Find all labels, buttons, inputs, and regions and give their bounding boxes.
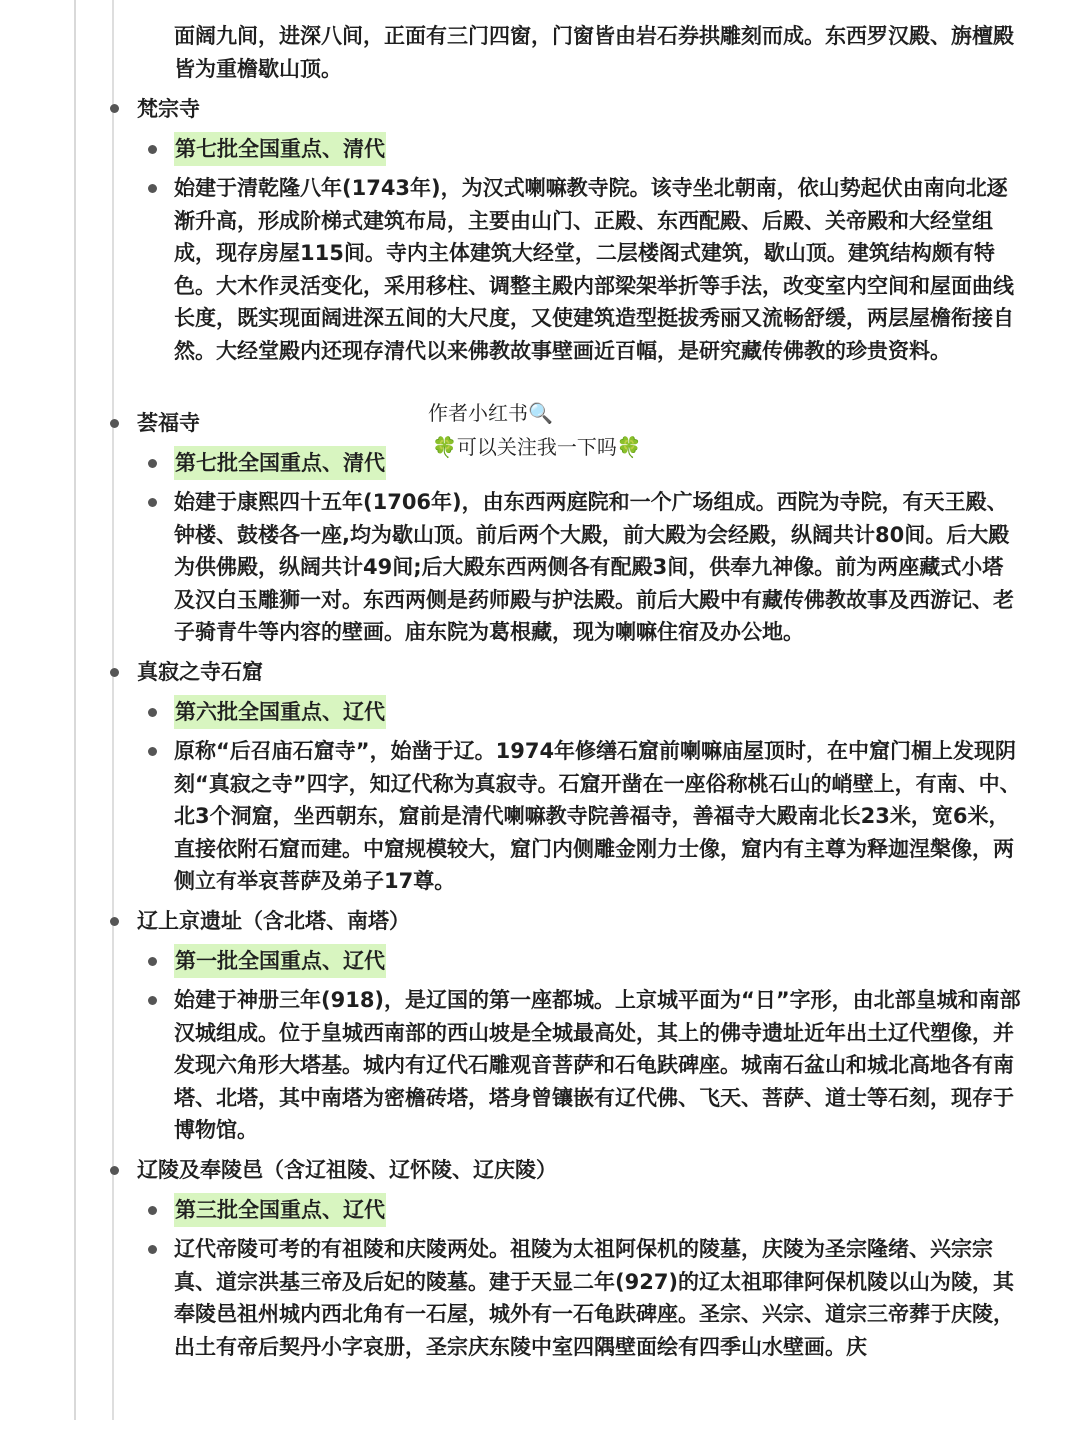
protection-tag: 第一批全国重点、辽代 (174, 944, 386, 978)
bullet-icon (148, 498, 157, 507)
site-description: 始建于康熙四十五年(1706年)，由东西两庭院和一个广场组成。西院为寺院，有天王殿、钟楼、鼓楼各一座,均为歇山顶。前后两个大殿，前大殿为会经殿，纵阔共计80间。后大殿为供佛殿，纵阔共计49间;后大殿东西两侧各有配殿3间，供奉九神像。前为两座藏式小塔及汉白玉雕狮一对。东西两侧是药师殿与护法殿。前后大殿中有藏传佛教故事及西游记、老子骑青牛等内容的壁画。庙东院为葛根藏，现为喇嘛住宿及办公地。 (174, 490, 1014, 644)
site-title: 荟福寺 (137, 411, 200, 435)
bullet-icon (110, 1166, 119, 1175)
site-description: 始建于神册三年(918)，是辽国的第一座都城。上京城平面为“日”字形，由北部皇城和南部汉城组成。位于皇城西南部的西山坡是全城最高处，其上的佛寺遗址近年出土辽代塑像，并发现六角形大塔基。城内有辽代石雕观音菩萨和石龟趺碑座。城南石盆山和城北高地各有南塔、北塔，其中南塔为密檐砖塔，塔身曾镶嵌有辽代佛、飞天、菩萨、道士等石刻，现存于博物馆。 (174, 988, 1021, 1142)
watermark-line2 (428, 430, 668, 464)
bullet-icon (110, 419, 119, 428)
bullet-icon (148, 747, 157, 756)
site-description: 始建于清乾隆八年(1743年)，为汉式喇嘛教寺院。该寺坐北朝南，依山势起伏由南向北逐渐升高，形成阶梯式建筑布局，主要由山门、正殿、东西配殿、后殿、关帝殿和大经堂组成，现存房屋115间。寺内主体建筑大经堂，二层楼阁式建筑，歇山顶。建筑结构颇有特色。大木作灵活变化，采用移柱、调整主殿内部梁架举折等手法，改变室内空间和屋面曲线长度，既实现面阔进深五间的大尺度，又使建筑造型挺拔秀丽又流畅舒缓，两层屋檐衔接自然。大经堂殿内还现存清代以来佛教故事壁画近百幅，是研究藏传佛教的珍贵资料。 (174, 176, 1014, 363)
bullet-icon (110, 668, 119, 677)
bullet-icon (148, 1206, 157, 1215)
watermark-line1: 作者小红书🔍 (428, 401, 553, 425)
bullet-icon (148, 957, 157, 966)
bullet-icon (110, 104, 119, 113)
bullet-icon (148, 145, 157, 154)
bullet-icon (148, 708, 157, 717)
clover-icon: 🍀 (616, 435, 642, 459)
bullet-icon (148, 459, 157, 468)
site-description: 原称“后召庙石窟寺”，始凿于辽。1974年修缮石窟前喇嘛庙屋顶时，在中窟门楣上发现阴刻“真寂之寺”四字，知辽代称为真寂寺。石窟开凿在一座俗称桃石山的峭壁上，有南、中、北3个洞窟，坐西朝东，窟前是清代喇嘛教寺院善福寺，善福寺大殿南北长23米，宽6米，直接依附石窟而建。中窟规模较大，窟门内侧雕金刚力士像，窟内有主尊为释迦涅槃像，两侧立有举哀菩萨及弟子17尊。 (174, 739, 1021, 893)
site-title: 辽陵及奉陵邑（含辽祖陵、辽怀陵、辽庆陵） (137, 1158, 557, 1182)
author-watermark (428, 396, 668, 464)
site-description: 辽代帝陵可考的有祖陵和庆陵两处。祖陵为太祖阿保机的陵墓，庆陵为圣宗隆绪、兴宗宗真、道宗洪基三帝及后妃的陵墓。建于天显二年(927)的辽太祖耶律阿保机陵以山为陵，其奉陵邑祖州城内西北角有一石屋，城外有一石龟趺碑座。圣宗、兴宗、道宗三帝葬于庆陵，出土有帝后契丹小字哀册，圣宗庆东陵中室四隅壁面绘有四季山水壁画。庆 (174, 1237, 1015, 1359)
inner-list-rule (112, 0, 114, 1420)
site-title: 辽上京遗址（含北塔、南塔） (137, 909, 410, 933)
outer-list-rule (74, 0, 76, 1420)
protection-tag: 第七批全国重点、清代 (174, 132, 386, 166)
watermark-follow-text: 可以关注我一下吗 (456, 435, 617, 459)
bullet-icon (110, 917, 119, 926)
clover-icon: 🍀 (432, 435, 457, 459)
site-title: 真寂之寺石窟 (137, 660, 263, 684)
bullet-icon (148, 1245, 157, 1254)
protection-tag: 第三批全国重点、辽代 (174, 1193, 386, 1227)
protection-tag: 第六批全国重点、辽代 (174, 695, 386, 729)
site-title: 梵宗寺 (137, 97, 200, 121)
protection-tag: 第七批全国重点、清代 (174, 446, 386, 480)
bullet-icon (148, 184, 157, 193)
bullet-icon (148, 996, 157, 1005)
continued-paragraph: 面阔九间，进深八间，正面有三门四窗，门窗皆由岩石券拱雕刻而成。东西罗汉殿、旃檀殿皆为重檐歇山顶。 (174, 24, 1014, 81)
